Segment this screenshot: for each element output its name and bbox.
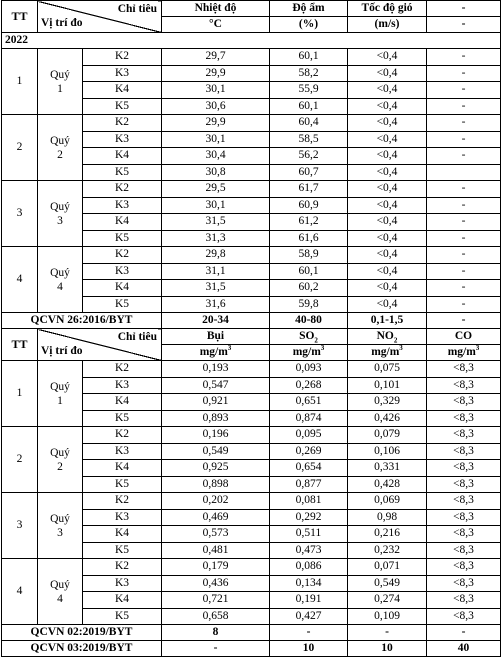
column-unit: mg/m <box>447 346 476 358</box>
header-chi-tieu: Chỉ tiêu <box>117 3 157 15</box>
value-cell: 0,292 <box>270 509 348 526</box>
quarter-label: Quý <box>50 134 70 147</box>
quarter-label: Quý <box>50 578 70 591</box>
header-col-unit <box>427 345 501 361</box>
value-cell: 0,898 <box>162 476 270 493</box>
column-name-sub: 2 <box>314 336 318 345</box>
position-cell: K5 <box>83 98 162 115</box>
value-cell: 0,921 <box>162 394 270 411</box>
value-cell: 0,202 <box>162 493 270 510</box>
value-cell: <0,4 <box>348 181 427 198</box>
value-cell: 0,079 <box>348 427 427 444</box>
value-cell: 61,2 <box>270 214 348 231</box>
data-row <box>2 493 501 510</box>
quarter-label: Quý <box>50 512 70 525</box>
value-cell: <8,3 <box>427 608 501 625</box>
value-cell: <0,4 <box>348 164 427 181</box>
value-cell: 0,101 <box>348 377 427 394</box>
year-label: 2022 <box>2 33 501 49</box>
quarter-label: Quý <box>50 200 70 213</box>
value-cell: 0,549 <box>162 443 270 460</box>
position-cell: K3 <box>83 263 162 280</box>
column-unit-sup: 3 <box>320 344 325 353</box>
position-cell: K5 <box>83 230 162 247</box>
position-cell: K2 <box>83 427 162 444</box>
value-cell: - <box>427 65 501 82</box>
group-tt: 4 <box>2 247 38 313</box>
value-cell: 0,426 <box>348 410 427 427</box>
position-cell: K3 <box>83 443 162 460</box>
column-name: Nhiệt độ <box>194 2 237 14</box>
position-cell: K4 <box>83 280 162 297</box>
value-cell: 0,268 <box>270 377 348 394</box>
standard-value: - <box>162 641 270 657</box>
value-cell: - <box>427 115 501 132</box>
value-cell: <0,4 <box>348 65 427 82</box>
position-cell: K4 <box>83 460 162 477</box>
header-col-unit <box>427 17 501 33</box>
value-cell: 0,191 <box>270 592 348 609</box>
value-cell: <0,4 <box>348 214 427 231</box>
value-cell: <8,3 <box>427 493 501 510</box>
standard-value: 8 <box>162 625 270 641</box>
value-cell: 55,9 <box>270 82 348 99</box>
value-cell: <8,3 <box>427 410 501 427</box>
value-cell: - <box>427 280 501 297</box>
value-cell: - <box>427 214 501 231</box>
value-cell: <8,3 <box>427 559 501 576</box>
standard-value: - <box>427 625 501 641</box>
value-cell: <0,4 <box>348 82 427 99</box>
value-cell: 31,3 <box>162 230 270 247</box>
value-cell: 29,8 <box>162 247 270 264</box>
value-cell: - <box>427 296 501 313</box>
value-cell: <0,4 <box>348 49 427 66</box>
value-cell: <8,3 <box>427 526 501 543</box>
value-cell: 0,106 <box>348 443 427 460</box>
group-quarter <box>38 427 83 493</box>
position-cell: K3 <box>83 197 162 214</box>
header-diagonal <box>38 329 162 361</box>
value-cell: - <box>427 230 501 247</box>
value-cell: <0,4 <box>348 230 427 247</box>
group-quarter <box>38 49 83 115</box>
value-cell: <8,3 <box>427 394 501 411</box>
value-cell: 58,5 <box>270 131 348 148</box>
value-cell: - <box>427 247 501 264</box>
standard-value: - <box>348 625 427 641</box>
column-name: SO <box>299 330 315 342</box>
value-cell: 0,331 <box>348 460 427 477</box>
position-cell: K4 <box>83 214 162 231</box>
header-col-name <box>270 329 348 345</box>
value-cell: 0,473 <box>270 542 348 559</box>
position-cell: K3 <box>83 575 162 592</box>
header-col-unit <box>270 17 348 33</box>
value-cell: 0,874 <box>270 410 348 427</box>
value-cell: - <box>427 98 501 115</box>
value-cell: <8,3 <box>427 476 501 493</box>
position-cell: K4 <box>83 82 162 99</box>
value-cell: 0,193 <box>162 361 270 378</box>
value-cell: 0,179 <box>162 559 270 576</box>
value-cell: 0,469 <box>162 509 270 526</box>
position-cell: K5 <box>83 296 162 313</box>
column-name-sub: 2 <box>393 336 398 345</box>
column-name: NO <box>376 330 394 342</box>
value-cell: <0,4 <box>348 280 427 297</box>
value-cell: <8,3 <box>427 377 501 394</box>
standard-row <box>2 641 501 657</box>
value-cell: 58,2 <box>270 65 348 82</box>
column-name: Bụi <box>206 330 225 342</box>
value-cell: 0,134 <box>270 575 348 592</box>
value-cell: 31,1 <box>162 263 270 280</box>
position-cell: K5 <box>83 476 162 493</box>
value-cell: 30,4 <box>162 148 270 165</box>
value-cell: 56,2 <box>270 148 348 165</box>
header-col-name <box>348 329 427 345</box>
header-col-unit <box>270 345 348 361</box>
standard-value: - <box>270 625 348 641</box>
quarter-number: 1 <box>57 82 63 95</box>
value-cell: <0,4 <box>348 197 427 214</box>
column-unit: - <box>461 18 466 30</box>
position-cell: K3 <box>83 131 162 148</box>
value-cell: 0,427 <box>270 608 348 625</box>
value-cell <box>427 164 501 181</box>
quarter-number: 3 <box>57 214 63 227</box>
position-cell: K4 <box>83 148 162 165</box>
group-tt: 3 <box>2 181 38 247</box>
value-cell: 0,269 <box>270 443 348 460</box>
header-col-name <box>162 329 270 345</box>
value-cell: <0,4 <box>348 263 427 280</box>
data-row <box>2 559 501 576</box>
value-cell: 0,109 <box>348 608 427 625</box>
column-unit: mg/m <box>371 346 400 358</box>
value-cell: <8,3 <box>427 509 501 526</box>
value-cell: 29,7 <box>162 49 270 66</box>
group-quarter <box>38 181 83 247</box>
quarter-label: Quý <box>50 380 70 393</box>
value-cell: 0,436 <box>162 575 270 592</box>
value-cell: - <box>427 82 501 99</box>
value-cell: 0,081 <box>270 493 348 510</box>
value-cell: 61,6 <box>270 230 348 247</box>
header-tt: TT <box>2 1 38 33</box>
group-tt: 1 <box>2 361 38 427</box>
value-cell: <0,4 <box>348 98 427 115</box>
value-cell: 59,8 <box>270 296 348 313</box>
position-cell: K4 <box>83 592 162 609</box>
value-cell: 60,7 <box>270 164 348 181</box>
column-unit: mg/m <box>199 346 228 358</box>
value-cell: <8,3 <box>427 542 501 559</box>
monitoring-table <box>1 0 501 657</box>
value-cell: 29,9 <box>162 115 270 132</box>
group-quarter <box>38 361 83 427</box>
value-cell: 29,5 <box>162 181 270 198</box>
value-cell: 0,877 <box>270 476 348 493</box>
quarter-label: Quý <box>50 68 70 81</box>
data-row <box>2 49 501 66</box>
value-cell: 0,549 <box>348 575 427 592</box>
value-cell: 0,196 <box>162 427 270 444</box>
standard-value: 40 <box>427 641 501 657</box>
standard-label: QCVN 26:2016/BYT <box>2 313 162 329</box>
column-unit: (%) <box>298 18 319 30</box>
value-cell: <8,3 <box>427 427 501 444</box>
header-tt: TT <box>2 329 38 361</box>
value-cell: <8,3 <box>427 361 501 378</box>
value-cell: 0,274 <box>348 592 427 609</box>
standard-value: 10 <box>348 641 427 657</box>
value-cell: 0,511 <box>270 526 348 543</box>
data-row <box>2 247 501 264</box>
header-row <box>2 1 501 17</box>
value-cell: 0,98 <box>348 509 427 526</box>
value-cell: <0,4 <box>348 115 427 132</box>
data-row <box>2 181 501 198</box>
value-cell: <8,3 <box>427 592 501 609</box>
position-cell: K2 <box>83 49 162 66</box>
value-cell: 60,4 <box>270 115 348 132</box>
value-cell: - <box>427 49 501 66</box>
value-cell: <8,3 <box>427 575 501 592</box>
column-unit-sup: 3 <box>227 344 232 353</box>
header-col-name <box>427 329 501 345</box>
header-col-name <box>427 1 501 17</box>
group-tt: 2 <box>2 427 38 493</box>
position-cell: K2 <box>83 115 162 132</box>
position-cell: K5 <box>83 164 162 181</box>
value-cell: <0,4 <box>348 296 427 313</box>
column-name: CO <box>454 330 473 342</box>
group-quarter <box>38 493 83 559</box>
value-cell: 0,547 <box>162 377 270 394</box>
quarter-number: 3 <box>57 526 63 539</box>
quarter-number: 1 <box>57 394 63 407</box>
value-cell: 0,573 <box>162 526 270 543</box>
header-col-unit <box>348 345 427 361</box>
value-cell: 0,075 <box>348 361 427 378</box>
position-cell: K2 <box>83 559 162 576</box>
quarter-label: Quý <box>50 266 70 279</box>
header-chi-tieu: Chỉ tiêu <box>117 331 157 343</box>
value-cell: 0,232 <box>348 542 427 559</box>
quarter-label: Quý <box>50 446 70 459</box>
value-cell: 0,651 <box>270 394 348 411</box>
group-quarter <box>38 115 83 181</box>
position-cell: K5 <box>83 608 162 625</box>
value-cell: 0,095 <box>270 427 348 444</box>
header-vi-tri: Vị trí đo <box>41 17 83 29</box>
group-tt: 4 <box>2 559 38 625</box>
standard-value: 20-34 <box>162 313 270 329</box>
value-cell: <8,3 <box>427 443 501 460</box>
position-cell: K2 <box>83 493 162 510</box>
column-name: - <box>461 2 466 14</box>
position-cell: K5 <box>83 542 162 559</box>
value-cell: 0,216 <box>348 526 427 543</box>
position-cell: K2 <box>83 181 162 198</box>
header-col-name <box>162 1 270 17</box>
group-quarter <box>38 559 83 625</box>
value-cell: 60,1 <box>270 98 348 115</box>
header-col-unit <box>348 17 427 33</box>
value-cell: 30,8 <box>162 164 270 181</box>
quarter-number: 4 <box>57 592 63 605</box>
header-col-unit <box>162 345 270 361</box>
value-cell: 0,658 <box>162 608 270 625</box>
value-cell: 30,1 <box>162 197 270 214</box>
value-cell: 31,5 <box>162 280 270 297</box>
table-body <box>2 1 501 657</box>
value-cell: 60,1 <box>270 263 348 280</box>
column-unit-sup: 3 <box>475 344 480 353</box>
value-cell: - <box>427 148 501 165</box>
position-cell: K2 <box>83 361 162 378</box>
value-cell: 0,086 <box>270 559 348 576</box>
standard-row <box>2 625 501 641</box>
position-cell: K5 <box>83 410 162 427</box>
header-vi-tri: Vị trí đo <box>41 345 83 357</box>
column-unit-sup: 3 <box>399 344 403 353</box>
value-cell: 60,2 <box>270 280 348 297</box>
value-cell: 0,093 <box>270 361 348 378</box>
value-cell: - <box>427 263 501 280</box>
header-diagonal <box>38 1 162 33</box>
value-cell: 30,1 <box>162 82 270 99</box>
value-cell: <8,3 <box>427 460 501 477</box>
group-tt: 2 <box>2 115 38 181</box>
position-cell: K3 <box>83 377 162 394</box>
value-cell: 0,925 <box>162 460 270 477</box>
value-cell: 58,9 <box>270 247 348 264</box>
header-row <box>2 329 501 345</box>
value-cell: <0,4 <box>348 131 427 148</box>
value-cell: - <box>427 181 501 198</box>
quarter-number: 2 <box>57 460 63 473</box>
column-unit: (m/s) <box>374 18 400 30</box>
column-unit: mg/m <box>292 346 321 358</box>
position-cell: K3 <box>83 65 162 82</box>
standard-value: 0,1-1,5 <box>348 313 427 329</box>
position-cell: K3 <box>83 509 162 526</box>
value-cell: 30,6 <box>162 98 270 115</box>
data-row <box>2 115 501 132</box>
data-row <box>2 361 501 378</box>
standard-value: - <box>427 313 501 329</box>
value-cell: 30,1 <box>162 131 270 148</box>
standard-value: 10 <box>270 641 348 657</box>
value-cell: 0,654 <box>270 460 348 477</box>
standard-row <box>2 313 501 329</box>
group-quarter <box>38 247 83 313</box>
value-cell: - <box>427 197 501 214</box>
column-name: Tốc độ gió <box>361 2 413 14</box>
value-cell: 31,5 <box>162 214 270 231</box>
year-row <box>2 33 501 49</box>
group-tt: 3 <box>2 493 38 559</box>
standard-value: 40-80 <box>270 313 348 329</box>
group-tt: 1 <box>2 49 38 115</box>
value-cell: 0,893 <box>162 410 270 427</box>
value-cell: <0,4 <box>348 148 427 165</box>
value-cell: 60,1 <box>270 49 348 66</box>
value-cell: 0,071 <box>348 559 427 576</box>
column-unit: °C <box>209 18 222 30</box>
standard-label: QCVN 03:2019/BYT <box>2 641 162 657</box>
value-cell: - <box>427 131 501 148</box>
data-row <box>2 427 501 444</box>
value-cell: 0,481 <box>162 542 270 559</box>
position-cell: K2 <box>83 247 162 264</box>
value-cell: 29,9 <box>162 65 270 82</box>
header-col-unit <box>162 17 270 33</box>
value-cell: <0,4 <box>348 247 427 264</box>
value-cell: 31,6 <box>162 296 270 313</box>
value-cell: 0,721 <box>162 592 270 609</box>
quarter-number: 2 <box>57 148 63 161</box>
value-cell: 0,329 <box>348 394 427 411</box>
value-cell: 61,7 <box>270 181 348 198</box>
position-cell: K4 <box>83 526 162 543</box>
standard-label: QCVN 02:2019/BYT <box>2 625 162 641</box>
header-col-name <box>348 1 427 17</box>
header-col-name <box>270 1 348 17</box>
value-cell: 0,428 <box>348 476 427 493</box>
column-name: Độ ẩm <box>292 2 325 14</box>
position-cell: K4 <box>83 394 162 411</box>
quarter-number: 4 <box>57 280 63 293</box>
value-cell: 60,9 <box>270 197 348 214</box>
value-cell: 0,069 <box>348 493 427 510</box>
